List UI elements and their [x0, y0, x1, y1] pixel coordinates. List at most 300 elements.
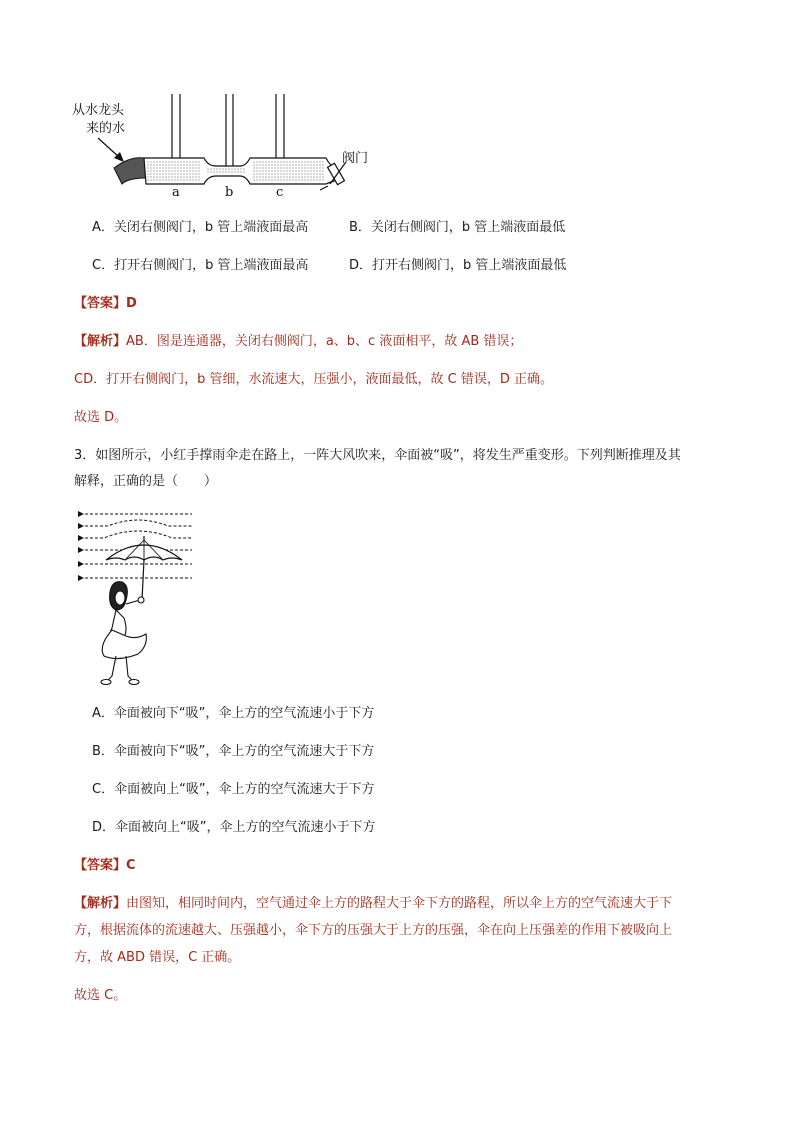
liquid-dot [171, 164, 172, 165]
liquid-dot [286, 170, 287, 171]
liquid-dot [310, 173, 311, 174]
liquid-dot [183, 179, 184, 180]
liquid-dot [322, 167, 323, 168]
liquid-dot [195, 170, 196, 171]
liquid-dot [177, 179, 178, 180]
liquid-dot [162, 167, 163, 168]
liquid-dot [280, 167, 281, 168]
liquid-dot [216, 168, 217, 169]
liquid-dot [253, 164, 254, 165]
liquid-dot [310, 179, 311, 180]
liquid-dot [195, 176, 196, 177]
liquid-dot [253, 173, 254, 174]
liquid-dot [180, 173, 181, 174]
liquid-dot [304, 161, 305, 162]
liquid-dot [186, 164, 187, 165]
liquid-dot [268, 173, 269, 174]
liquid-dot [165, 170, 166, 171]
liquid-dot [316, 161, 317, 162]
liquid-dot [295, 176, 296, 177]
liquid-dot [153, 164, 154, 165]
option-text: 伞面被向下“吸”，伞上方的空气流速小于下方 [113, 706, 375, 721]
liquid-dot [162, 176, 163, 177]
analysis-text: AB．图是连通器，关闭右侧阀门，a、b、c 液面相平，故 AB 错误； [126, 334, 523, 349]
liquid-dot [289, 167, 290, 168]
tube-a-label: a [172, 185, 180, 200]
liquid-dot [210, 168, 211, 169]
option-letter: D． [349, 258, 373, 273]
liquid-dot [189, 170, 190, 171]
liquid-dot [207, 168, 208, 169]
liquid-dot [295, 164, 296, 165]
liquid-dot [216, 171, 217, 172]
liquid-dot [259, 161, 260, 162]
option-text: 关闭右侧阀门，b 管上端液面最高 [113, 220, 309, 235]
liquid-dot [265, 176, 266, 177]
liquid-dot [262, 170, 263, 171]
liquid-dot [292, 167, 293, 168]
liquid-dot [277, 176, 278, 177]
liquid-dot [304, 179, 305, 180]
option-letter: C． [92, 782, 115, 797]
q3-option-d [92, 818, 376, 838]
liquid-dot [265, 161, 266, 162]
liquid-dot [304, 167, 305, 168]
liquid-dot [156, 176, 157, 177]
liquid-dot [271, 170, 272, 171]
liquid-dot [319, 173, 320, 174]
liquid-dot [186, 173, 187, 174]
liquid-dot [295, 167, 296, 168]
liquid-dot [153, 176, 154, 177]
q2-conclusion: 故选 D。 [74, 410, 128, 425]
answer-tag: 【答案】 [74, 296, 127, 311]
liquid-dot [307, 167, 308, 168]
umbrella-figure [68, 506, 198, 688]
liquid-dot [307, 164, 308, 165]
liquid-dot [286, 179, 287, 180]
liquid-dot [262, 173, 263, 174]
liquid-dot [231, 168, 232, 169]
liquid-dot [171, 176, 172, 177]
liquid-dot [192, 176, 193, 177]
airflow-arrows [78, 511, 84, 581]
liquid-dot [313, 167, 314, 168]
liquid-dot [274, 164, 275, 165]
liquid-dot [262, 179, 263, 180]
liquid-dot [283, 170, 284, 171]
liquid-dot [192, 173, 193, 174]
liquid-dot [147, 167, 148, 168]
liquid-dot [174, 170, 175, 171]
valve-outlet [320, 186, 328, 190]
liquid-dot [304, 164, 305, 165]
liquid-dot [316, 164, 317, 165]
liquid-dot [219, 171, 220, 172]
liquid-dot [313, 170, 314, 171]
liquid-dot [280, 179, 281, 180]
liquid-dot [225, 171, 226, 172]
liquid-dot [189, 164, 190, 165]
option-letter: B． [349, 220, 371, 235]
liquid-dot [295, 161, 296, 162]
liquid-dot [156, 170, 157, 171]
liquid-dot [274, 176, 275, 177]
liquid-dot [256, 167, 257, 168]
analysis-tag: 【解析】 [74, 334, 127, 349]
liquid-dot [243, 168, 244, 169]
flow-arrow-line [98, 138, 120, 158]
liquid-dot [274, 161, 275, 162]
liquid-dot [319, 161, 320, 162]
liquid-dot [219, 168, 220, 169]
liquid-dot [259, 173, 260, 174]
q2-option-c [92, 256, 308, 276]
analysis-text: 由图知，相同时间内，空气通过伞上方的路程大于伞下方的路程，所以伞上方的空气流速大于下 [126, 896, 673, 911]
liquid-dot [198, 170, 199, 171]
liquid-dot [150, 161, 151, 162]
liquid-dot [319, 167, 320, 168]
tube-c-label: c [276, 185, 284, 200]
q3-option-a [92, 704, 374, 724]
liquid-dot [253, 179, 254, 180]
liquid-dot [289, 170, 290, 171]
liquid-dot [316, 179, 317, 180]
liquid-dot [289, 161, 290, 162]
liquid-dot [162, 170, 163, 171]
liquid-dot [268, 176, 269, 177]
liquid-dot [171, 161, 172, 162]
liquid-dot [292, 164, 293, 165]
q2-analysis-line2: CD．打开右侧阀门，b 管细，水流速大，压强小，液面最低，故 C 错误，D 正确。 [74, 372, 553, 387]
liquid-dot [295, 173, 296, 174]
liquid-dot [286, 167, 287, 168]
option-letter: D． [92, 820, 116, 835]
q3-stem-line1 [74, 446, 681, 466]
liquid-dot [147, 170, 148, 171]
liquid-dot [174, 176, 175, 177]
liquid-dot [253, 176, 254, 177]
q2-answer [74, 294, 137, 314]
liquid-dot [283, 164, 284, 165]
liquid-dot [259, 176, 260, 177]
valve-label: 阀门 [342, 151, 369, 166]
liquid-dot [313, 179, 314, 180]
liquid-dot [316, 167, 317, 168]
liquid-dot [265, 179, 266, 180]
liquid-dot [277, 173, 278, 174]
liquid-dot [189, 176, 190, 177]
liquid-dot [289, 176, 290, 177]
option-letter: B． [92, 744, 114, 759]
liquid-dot [304, 176, 305, 177]
liquid-dot [240, 168, 241, 169]
liquid-dot [150, 176, 151, 177]
liquid-dot [198, 176, 199, 177]
pipe-diagram [68, 92, 388, 202]
q2-option-a [92, 218, 308, 238]
liquid-dot [313, 173, 314, 174]
liquid-dot [304, 170, 305, 171]
liquid-dot [310, 176, 311, 177]
liquid-dot [274, 170, 275, 171]
liquid-dot [177, 161, 178, 162]
liquid-dot [207, 171, 208, 172]
liquid-dot [180, 170, 181, 171]
faucet-label-line1: 从水龙头 [72, 103, 125, 118]
liquid-dot [174, 173, 175, 174]
liquid-dot [177, 176, 178, 177]
liquid-dot [177, 173, 178, 174]
liquid-dot [301, 161, 302, 162]
liquid-dot [271, 167, 272, 168]
liquid-dot [153, 170, 154, 171]
liquid-dot [234, 171, 235, 172]
liquid-dot [165, 161, 166, 162]
liquid-dot [271, 179, 272, 180]
liquid-dot [259, 167, 260, 168]
liquid-dot [213, 171, 214, 172]
liquid-dot [271, 161, 272, 162]
liquid-dot [301, 176, 302, 177]
liquid-dot [180, 161, 181, 162]
liquid-dot [159, 167, 160, 168]
liquid-dot [298, 176, 299, 177]
analysis-tag: 【解析】 [74, 896, 127, 911]
liquid-dot [298, 164, 299, 165]
liquid-dot [168, 176, 169, 177]
faucet-label-line2: 来的水 [86, 121, 126, 136]
liquid-dot [286, 173, 287, 174]
option-text: 伞面被向上“吸”，伞上方的空气流速小于下方 [115, 820, 376, 835]
liquid-dot [168, 167, 169, 168]
liquid-dot [322, 176, 323, 177]
liquid-dot [322, 164, 323, 165]
liquid-dot [210, 171, 211, 172]
liquid-dot [153, 179, 154, 180]
q3-answer [74, 856, 136, 876]
liquid-dot [225, 168, 226, 169]
liquid-dot [150, 179, 151, 180]
option-letter: A． [92, 706, 114, 721]
liquid-dot [280, 170, 281, 171]
q3-stem-line2: 解释，正确的是（ ） [74, 474, 218, 489]
liquid-dot [162, 179, 163, 180]
liquid-dot [280, 176, 281, 177]
liquid-dot [307, 176, 308, 177]
liquid-dot [156, 167, 157, 168]
liquid-dot [189, 179, 190, 180]
liquid-dot [322, 179, 323, 180]
liquid-dot [159, 173, 160, 174]
liquid-dot [271, 164, 272, 165]
liquid-dot [165, 179, 166, 180]
liquid-dot [298, 179, 299, 180]
tube-b-label: b [225, 185, 234, 200]
liquid-dot [256, 173, 257, 174]
liquid-dot [319, 179, 320, 180]
liquid-dot [268, 167, 269, 168]
liquid-dot [298, 167, 299, 168]
liquid-dot [150, 173, 151, 174]
liquid-dot [147, 164, 148, 165]
liquid-dot [322, 161, 323, 162]
liquid-dot [280, 161, 281, 162]
liquid-dot [156, 173, 157, 174]
liquid-dot [310, 164, 311, 165]
liquid-dot [162, 173, 163, 174]
liquid-dot [192, 179, 193, 180]
liquid-dot [237, 171, 238, 172]
liquid-dot [159, 161, 160, 162]
option-text: 打开右侧阀门，b 管上端液面最高 [114, 258, 309, 273]
liquid-dot [271, 176, 272, 177]
liquid-dot [262, 176, 263, 177]
q3-analysis-line1 [74, 894, 672, 914]
liquid-dot [310, 170, 311, 171]
liquid-dot [289, 164, 290, 165]
liquid-dot [295, 170, 296, 171]
liquid-dot [192, 170, 193, 171]
question-number: 3． [74, 448, 96, 463]
liquid-dot [277, 164, 278, 165]
liquid-dot [313, 161, 314, 162]
liquid-dot [316, 176, 317, 177]
liquid-dot [168, 170, 169, 171]
option-text: 关闭右侧阀门，b 管上端液面最低 [370, 220, 566, 235]
liquid-dot [198, 173, 199, 174]
liquid-dot [183, 161, 184, 162]
liquid-dot [322, 173, 323, 174]
girl-figure [101, 582, 146, 685]
liquid-dot [301, 173, 302, 174]
liquid-dot [174, 161, 175, 162]
liquid-dot [274, 173, 275, 174]
liquid-dot [253, 161, 254, 162]
liquid-dot [243, 171, 244, 172]
liquid-dot [174, 164, 175, 165]
liquid-dot [292, 161, 293, 162]
liquid-dot [301, 167, 302, 168]
liquid-dot [271, 173, 272, 174]
liquid-dot [292, 170, 293, 171]
pipe-body [144, 158, 338, 184]
liquid-dot [192, 161, 193, 162]
liquid-dot [228, 171, 229, 172]
liquid-dot [195, 167, 196, 168]
liquid-dot [150, 164, 151, 165]
liquid-dot [213, 168, 214, 169]
liquid-dot [186, 179, 187, 180]
liquid-dot [319, 170, 320, 171]
liquid-dot [228, 168, 229, 169]
liquid-dot [153, 167, 154, 168]
liquid-dot [150, 167, 151, 168]
liquid-dot [180, 167, 181, 168]
q2-analysis-line1 [74, 332, 522, 352]
liquid-dot [159, 164, 160, 165]
liquid-dot [183, 170, 184, 171]
liquid-dot [177, 164, 178, 165]
liquid-dot [256, 179, 257, 180]
liquid-dot [301, 164, 302, 165]
liquid-dot [292, 176, 293, 177]
liquid-dot [153, 173, 154, 174]
liquid-dot [174, 167, 175, 168]
liquid-dot [159, 170, 160, 171]
liquid-dot [262, 164, 263, 165]
liquid-dot [156, 179, 157, 180]
liquid-dot [319, 164, 320, 165]
liquid-dot [150, 170, 151, 171]
liquid-dot [192, 164, 193, 165]
liquid-dot [237, 168, 238, 169]
liquid-dot [256, 164, 257, 165]
liquid-dot [265, 167, 266, 168]
liquid-dot [319, 176, 320, 177]
liquid-dot [304, 173, 305, 174]
liquid-dot [186, 161, 187, 162]
liquid-dot [280, 164, 281, 165]
liquid-dot [283, 176, 284, 177]
liquid-dot [262, 167, 263, 168]
liquid-dot [222, 171, 223, 172]
liquid-dot [186, 176, 187, 177]
liquid-dot [177, 167, 178, 168]
liquid-dot [183, 167, 184, 168]
liquid-dot [259, 170, 260, 171]
liquid-dot [180, 164, 181, 165]
liquid-dot [277, 161, 278, 162]
q3-option-c [92, 780, 375, 800]
liquid-dot [174, 179, 175, 180]
liquid-dot [198, 164, 199, 165]
liquid-dot [189, 161, 190, 162]
answer-value: D [126, 296, 137, 311]
umbrella-shaft [142, 560, 144, 600]
liquid-dot [147, 179, 148, 180]
liquid-dot [313, 176, 314, 177]
liquid-dot [192, 167, 193, 168]
liquid-dot [316, 170, 317, 171]
liquid-dot [286, 161, 287, 162]
option-text: 伞面被向上“吸”，伞上方的空气流速大于下方 [114, 782, 375, 797]
liquid-dot [274, 167, 275, 168]
liquid-dot [195, 161, 196, 162]
liquid-dot [240, 171, 241, 172]
liquid-dot [259, 164, 260, 165]
liquid-dot [195, 179, 196, 180]
liquid-dot [147, 173, 148, 174]
liquid-dot [307, 170, 308, 171]
liquid-dot [156, 164, 157, 165]
liquid-dot [310, 161, 311, 162]
q3-option-b [92, 742, 374, 762]
liquid-dot [186, 167, 187, 168]
liquid-dot [322, 170, 323, 171]
q2-option-b [349, 218, 565, 238]
liquid-dot [165, 167, 166, 168]
liquid-dot [298, 173, 299, 174]
liquid-dot [307, 179, 308, 180]
liquid-dot [183, 173, 184, 174]
inlet-hose [114, 158, 146, 184]
liquid-dot [183, 164, 184, 165]
liquid-dot [268, 161, 269, 162]
liquid-dot [256, 161, 257, 162]
liquid-dot [198, 167, 199, 168]
liquid-dot [189, 167, 190, 168]
